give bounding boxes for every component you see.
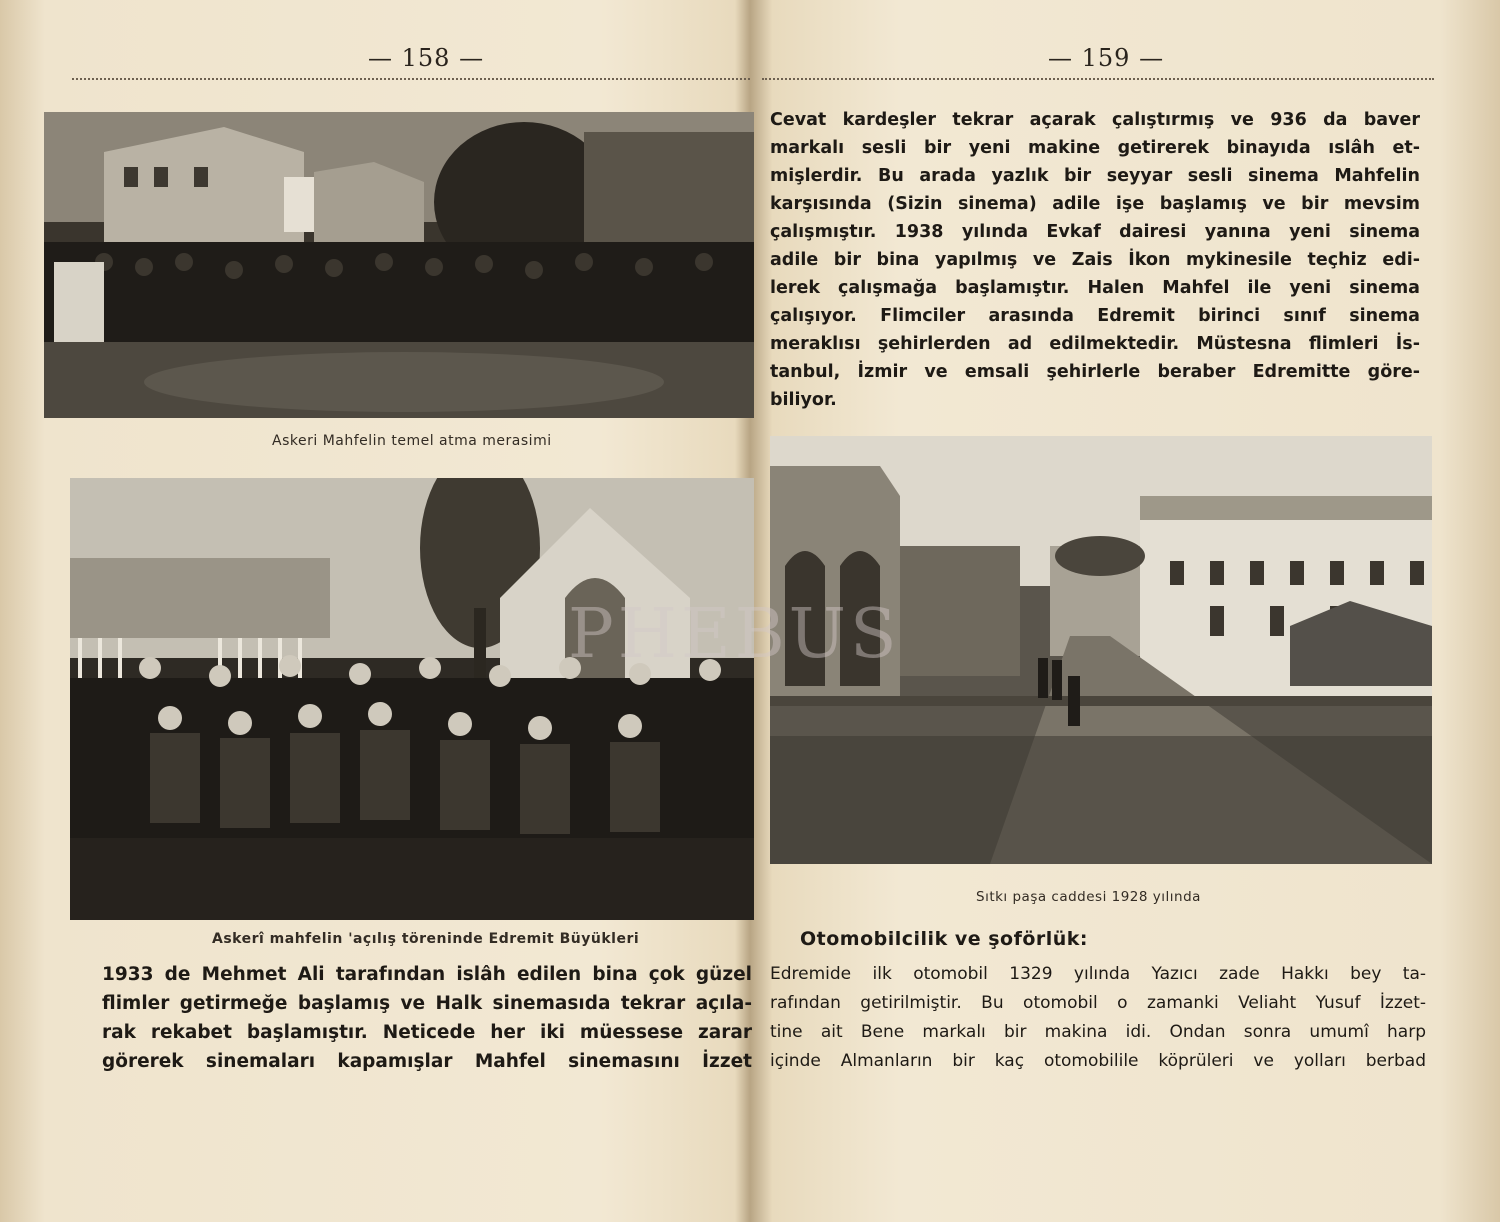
section-paragraph <box>770 960 1426 1076</box>
header-rule <box>72 78 750 80</box>
page-number-158: — 158 — <box>368 44 485 72</box>
text-line: karşısında (Sizin sinema) adile işe başlamış ve bir mevsim <box>770 194 1420 214</box>
watermark: PHEBUS <box>568 595 901 674</box>
text-line: içinde Almanların bir kaç otomobilile köprüleri ve yolları berbad <box>770 1051 1426 1071</box>
photo-ceremony-crowd <box>44 112 754 418</box>
page-number-159: — 159 — <box>1048 44 1165 72</box>
text-line: rak rekabet başlamıştır. Neticede her iki müessese zarar <box>102 1022 752 1043</box>
caption-street: Sıtkı paşa caddesi 1928 yılında <box>976 889 1201 905</box>
text-line: görerek sinemaları kapamışlar Mahfel sinemasını İzzet <box>102 1051 752 1072</box>
text-line: Cevat kardeşler tekrar açarak çalıştırmış ve 936 da baver <box>770 110 1420 130</box>
left-paragraph <box>102 960 752 1076</box>
section-heading: Otomobilcilik ve şoförlük: <box>800 928 1089 950</box>
caption-ceremony: Askeri Mahfelin temel atma merasimi <box>272 433 552 449</box>
photo-street-1928 <box>770 436 1432 864</box>
text-line: lerek çalışmağa başlamıştır. Halen Mahfel ile yeni sinema <box>770 278 1420 298</box>
text-line: Edremide ilk otomobil 1329 yılında Yazıcı zade Hakkı bey ta- <box>770 964 1426 984</box>
text-line: rafından getirilmiştir. Bu otomobil o zamanki Veliaht Yusuf İzzet- <box>770 993 1426 1013</box>
caption-notables: Askerî mahfelin 'açılış töreninde Edremit Büyükleri <box>212 931 640 947</box>
text-line: çalışmıştır. 1938 yılında Evkaf dairesi yanına yeni sinema <box>770 222 1420 242</box>
text-line: flimler getirmeğe başlamış ve Halk sinemasıda tekrar açıla- <box>102 993 752 1014</box>
text-line: tine ait Bene markalı bir makina idi. Ondan sonra umumî harp <box>770 1022 1426 1042</box>
text-line: adile bir bina yapılmış ve Zais İkon mykinesile teçhiz edi- <box>770 250 1420 270</box>
header-rule <box>762 78 1434 80</box>
text-line: markalı sesli bir yeni makine getirerek binayıda ıslâh et- <box>770 138 1420 158</box>
text-line: tanbul, İzmir ve emsali şehirlerle beraber Edremitte göre- <box>770 362 1420 382</box>
text-line: 1933 de Mehmet Ali tarafından islâh edilen bina çok güzel <box>102 964 752 985</box>
text-line: çalışıyor. Flimciler arasında Edremit birinci sınıf sinema <box>770 306 1420 326</box>
text-line: biliyor. <box>770 390 837 410</box>
photo-notables-group <box>70 478 754 920</box>
right-page <box>760 0 1500 1222</box>
text-line: meraklısı şehirlerden ad edilmektedir. Müstesna flimleri İs- <box>770 334 1420 354</box>
right-paragraph <box>770 106 1420 414</box>
text-line: mişlerdir. Bu arada yazlık bir seyyar sesli sinema Mahfelin <box>770 166 1420 186</box>
